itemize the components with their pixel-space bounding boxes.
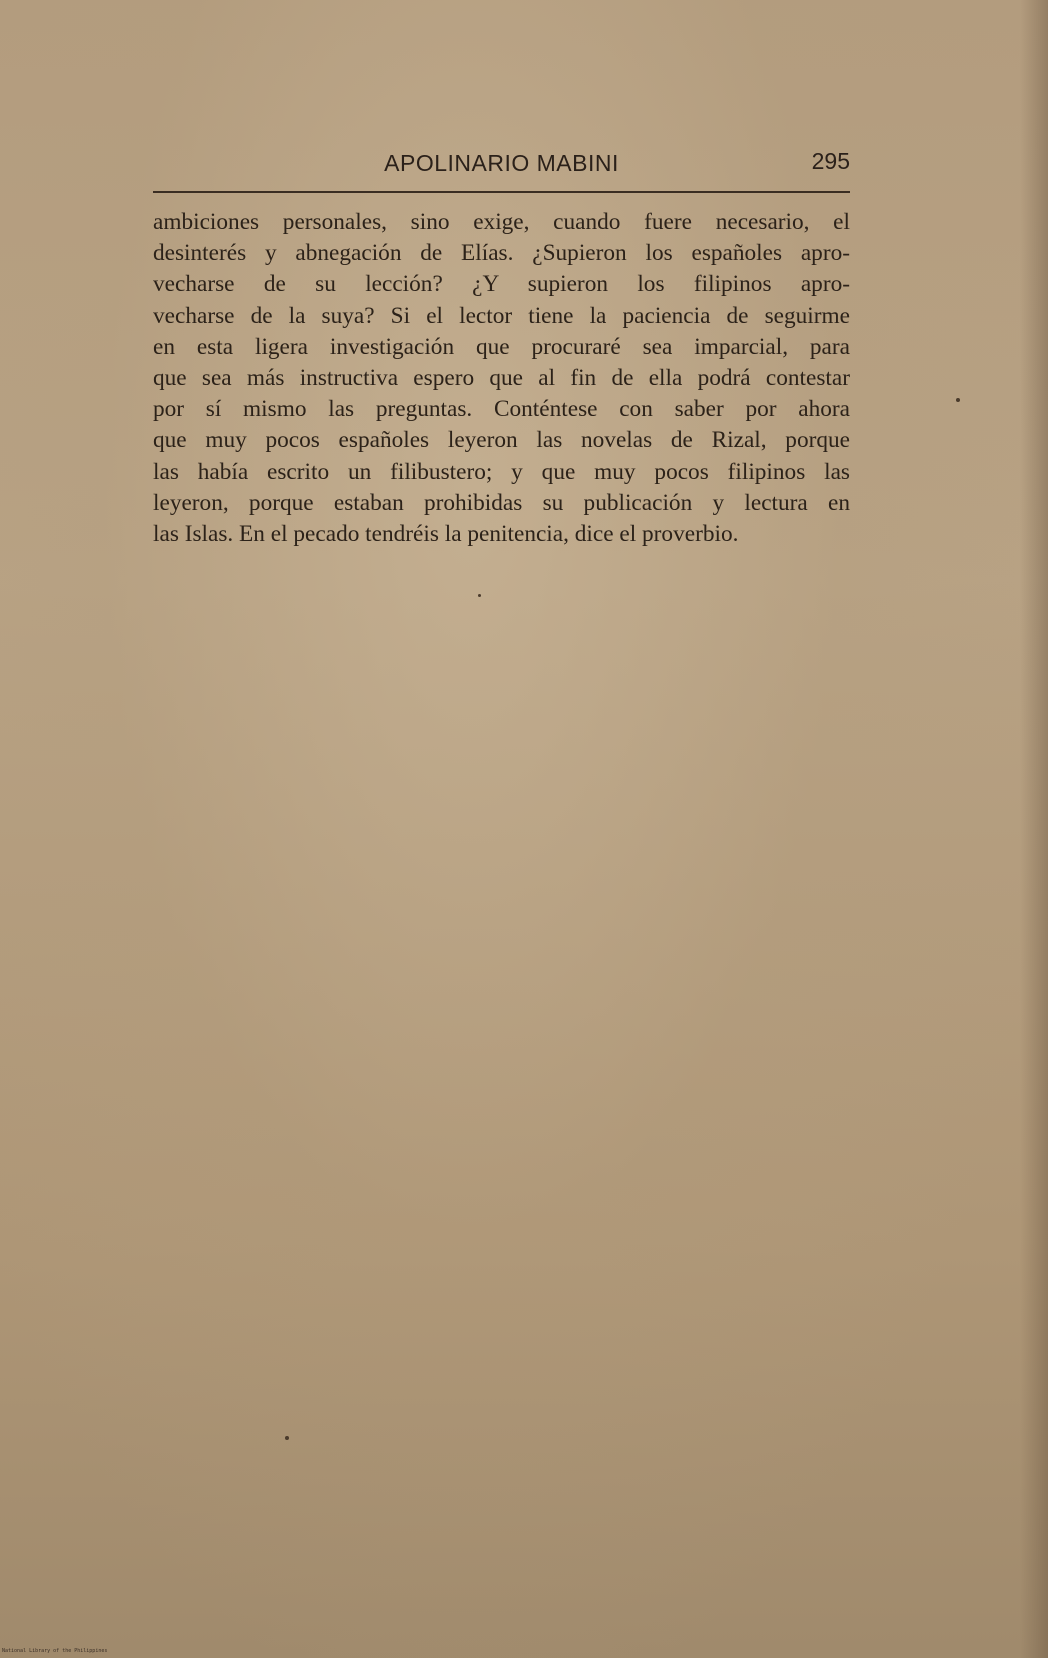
text-line: que sea más instructiva espero que al fin de ella podrá contestar (153, 365, 850, 392)
text-line: vecharse de su lección? ¿Y supieron los filipinos apro- (153, 271, 850, 298)
text-line: leyeron, porque estaban prohibidas su publicación y lectura en (153, 489, 850, 516)
paper-speck (478, 594, 481, 597)
body-paragraph (153, 207, 850, 550)
text-line: ambiciones personales, sino exige, cuando fuere necesario, el (153, 209, 850, 235)
text-line: desinterés y abnegación de Elías. ¿Supieron los españoles apro- (153, 240, 850, 267)
text-line: vecharse de la suya? Si el lector tiene la paciencia de seguirme (153, 302, 850, 329)
page-number: 295 (811, 148, 850, 174)
header-rule (153, 191, 850, 193)
library-watermark: National Library of the Philippines (2, 1648, 108, 1654)
paper-speck (285, 1436, 289, 1440)
running-head: APOLINARIO MABINI (384, 150, 619, 176)
text-line: las Islas. En el pecado tendréis la penitencia, dice el proverbio. (153, 521, 739, 548)
text-line: en esta ligera investigación que procuraré sea imparcial, para (153, 333, 850, 360)
paper-speck (956, 398, 960, 402)
text-line: las había escrito un filibustero; y que muy pocos filipinos las (153, 458, 850, 485)
page-edge-shadow (1020, 0, 1048, 1658)
page-header (153, 146, 850, 186)
text-line: por sí mismo las preguntas. Conténtese con saber por ahora (153, 396, 850, 423)
text-line: que muy pocos españoles leyeron las novelas de Rizal, porque (153, 427, 850, 454)
